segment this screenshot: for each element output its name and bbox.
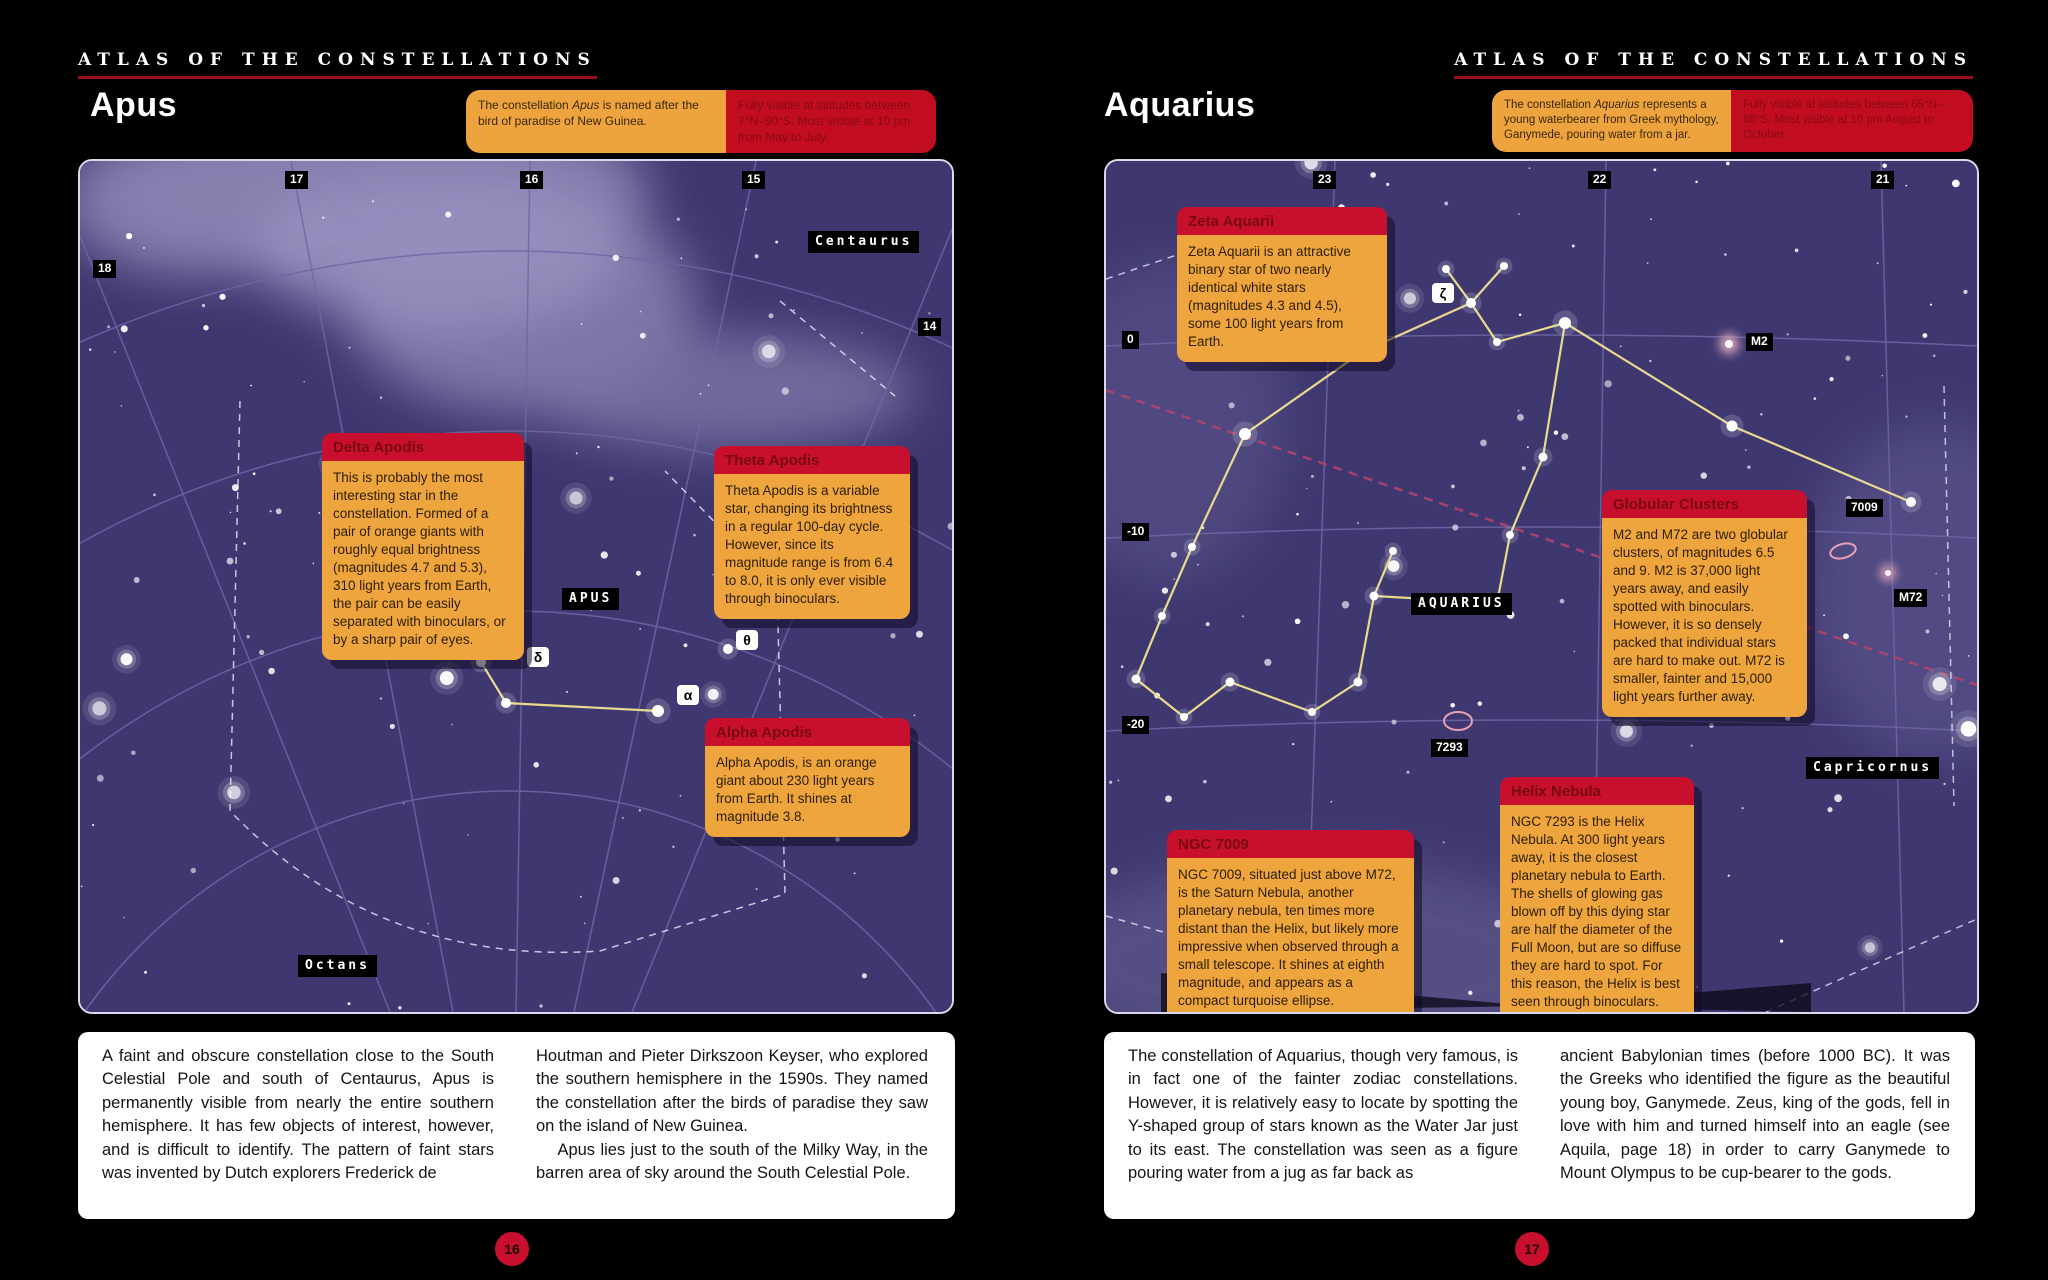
callout-body: NGC 7009, situated just above M72, is the Saturn Nebula, another planetary nebula, ten times more distant than the Helix, but likely more impressive when observed through a small telescope. It shines at eighth magnitude, and appears as a compact turquoise ellipse. — [1167, 858, 1414, 1014]
callout-body: Zeta Aquarii is an attractive binary star of two nearly identical white stars (magnitudes 4.3 and 4.5), some 100 light years from Earth. — [1177, 235, 1387, 362]
ra-tick: 18 — [93, 260, 116, 278]
ra-tick: 17 — [285, 171, 308, 189]
text-column-2 — [1560, 1045, 1950, 1186]
callout-title: Helix Nebula — [1500, 777, 1694, 805]
ra-tick: 14 — [918, 318, 941, 336]
text-column-1 — [102, 1045, 494, 1186]
description-box-aquarius — [1104, 1032, 1975, 1219]
page-number-right: 17 — [1515, 1232, 1549, 1266]
info-capsule-left — [466, 90, 936, 153]
callout-body: Theta Apodis is a variable star, changing its brightness in a regular 100-day cycle. However, since its magnitude range is from 6.4 to 8.0, it is only ever visible through binoculars. — [714, 474, 910, 619]
callout-title: Globular Clusters — [1602, 490, 1807, 518]
callout-zeta-aquarii — [1177, 207, 1387, 362]
callout-title: NGC 7009 — [1167, 830, 1414, 858]
callout-title: Delta Apodis — [322, 433, 524, 461]
intro-text-suffix: is named after the bird of paradise of New Guinea. — [478, 98, 699, 128]
info-capsule-right — [1492, 90, 1973, 152]
star-label-theta: θ — [736, 630, 758, 650]
paragraph: Houtman and Pieter Dirkszoon Keyser, who explored the southern hemisphere in the 1590s. They named the constellation after the birds of paradise they saw on the island of New Guinea. — [536, 1047, 928, 1136]
label-m2: M2 — [1746, 333, 1773, 351]
page-title-apus: Apus — [90, 86, 177, 124]
label-ngc7293: 7293 — [1431, 739, 1468, 757]
paragraph: ancient Babylonian times (before 1000 BC). It was the Greeks who identified the figure as the beautiful young boy, Ganymede. Zeus, king of the gods, fell in love with him and turned himself into an eagle (see Aquila, page 18) in order to carry Ganymede to Mount Olympus to be cup-bearer to the gods. — [1560, 1047, 1950, 1183]
callout-body: This is probably the most interesting star in the constellation. Formed of a pair of orange giants with roughly equal brightness (magnitudes 4.7 and 5.3), 310 light years from Earth, the pair can be easily separated with binoculars, or by a sharp pair of eyes. — [322, 461, 524, 660]
dec-tick: -20 — [1122, 716, 1149, 734]
callout-ngc-7009 — [1167, 830, 1414, 1014]
intro-text: The constellation — [478, 98, 573, 112]
atlas-header-right: ATLAS OF THE CONSTELLATIONS — [1454, 50, 1973, 79]
callout-helix-nebula — [1500, 777, 1694, 1014]
label-centaurus: Centaurus — [808, 231, 919, 253]
star-label-zeta: ζ — [1432, 283, 1454, 303]
callout-theta-apodis — [714, 446, 910, 619]
description-box-apus — [78, 1032, 955, 1219]
ra-tick: 21 — [1871, 171, 1894, 189]
intro-text-suffix: represents a young waterbearer from Greek mythology, Ganymede, pouring water from a jar. — [1504, 99, 1719, 142]
page-title-aquarius: Aquarius — [1104, 86, 1256, 124]
label-aquarius: AQUARIUS — [1411, 593, 1512, 615]
callout-title: Zeta Aquarii — [1177, 207, 1387, 235]
paragraph: A faint and obscure constellation close to the South Celestial Pole and south of Centaurus, Apus is permanently visible from nearly the entire southern hemisphere. It has few objects of interest, however, and is difficult to identify. The pattern of faint stars was invented by Dutch explorers Frederick de — [102, 1047, 494, 1183]
star-map-aquarius — [1104, 159, 1979, 1014]
label-ngc7009: 7009 — [1846, 499, 1883, 517]
ra-tick: 16 — [520, 171, 543, 189]
intro-constellation-name: Aquarius — [1594, 99, 1640, 111]
text-column-1 — [1128, 1045, 1518, 1186]
callout-globular-clusters — [1602, 490, 1807, 717]
dec-tick: -10 — [1122, 523, 1149, 541]
ra-tick: 23 — [1313, 171, 1336, 189]
label-octans: Octans — [298, 955, 377, 977]
intro-box-apus — [466, 90, 726, 153]
ra-tick: 15 — [742, 171, 765, 189]
callout-alpha-apodis — [705, 718, 910, 837]
callout-body: M2 and M72 are two globular clusters, of magnitudes 6.5 and 9. M2 is 37,000 light years away, and easily spotted with binoculars. However, it is so densely packed that individual stars are hard to make out. M72 is smaller, fainter and 15,000 light years further away. — [1602, 518, 1807, 717]
star-label-alpha: α — [677, 685, 699, 705]
dec-tick: 0 — [1122, 331, 1139, 349]
label-m72: M72 — [1894, 589, 1927, 607]
visibility-box-aquarius: Fully visible at latitudes between 65°N–86°S. Most visible at 10 pm August to October. — [1731, 90, 1973, 152]
callout-body: Alpha Apodis, is an orange giant about 230 light years from Earth. It shines at magnitude 3.8. — [705, 746, 910, 837]
text-column-2 — [536, 1045, 928, 1186]
star-label-delta: δ — [527, 647, 549, 667]
callout-body: NGC 7293 is the Helix Nebula. At 300 light years away, it is the closest planetary nebula to Earth. The shells of glowing gas blown off by this dying star are half the diameter of the Full Moon, but are so diffuse they are hard to spot. For this reason, the Helix is best seen through binoculars. — [1500, 805, 1694, 1014]
star-map-apus — [78, 159, 954, 1014]
paragraph: Apus lies just to the south of the Milky Way, in the barren area of sky around the South Celestial Pole. — [536, 1140, 928, 1183]
ra-tick: 22 — [1588, 171, 1611, 189]
page-number-left: 16 — [495, 1232, 529, 1266]
label-apus: APUS — [562, 588, 619, 610]
label-capricornus: Capricornus — [1806, 757, 1939, 779]
intro-box-aquarius — [1492, 90, 1731, 152]
callout-delta-apodis — [322, 433, 524, 660]
atlas-header-left: ATLAS OF THE CONSTELLATIONS — [78, 50, 597, 79]
callout-title: Theta Apodis — [714, 446, 910, 474]
visibility-box-apus: Fully visible at latitudes between 7°N–90°S. Most visible at 10 pm from May to July. — [726, 90, 936, 153]
intro-constellation-name: Apus — [572, 98, 600, 112]
intro-text: The constellation — [1504, 99, 1595, 111]
callout-title: Alpha Apodis — [705, 718, 910, 746]
paragraph: The constellation of Aquarius, though very famous, is in fact one of the fainter zodiac constellations. However, it is relatively easy to locate by spotting the Y-shaped group of stars known as the Water Jar just to its east. The constellation was seen as a figure pouring water from a jug as far back as — [1128, 1047, 1518, 1183]
